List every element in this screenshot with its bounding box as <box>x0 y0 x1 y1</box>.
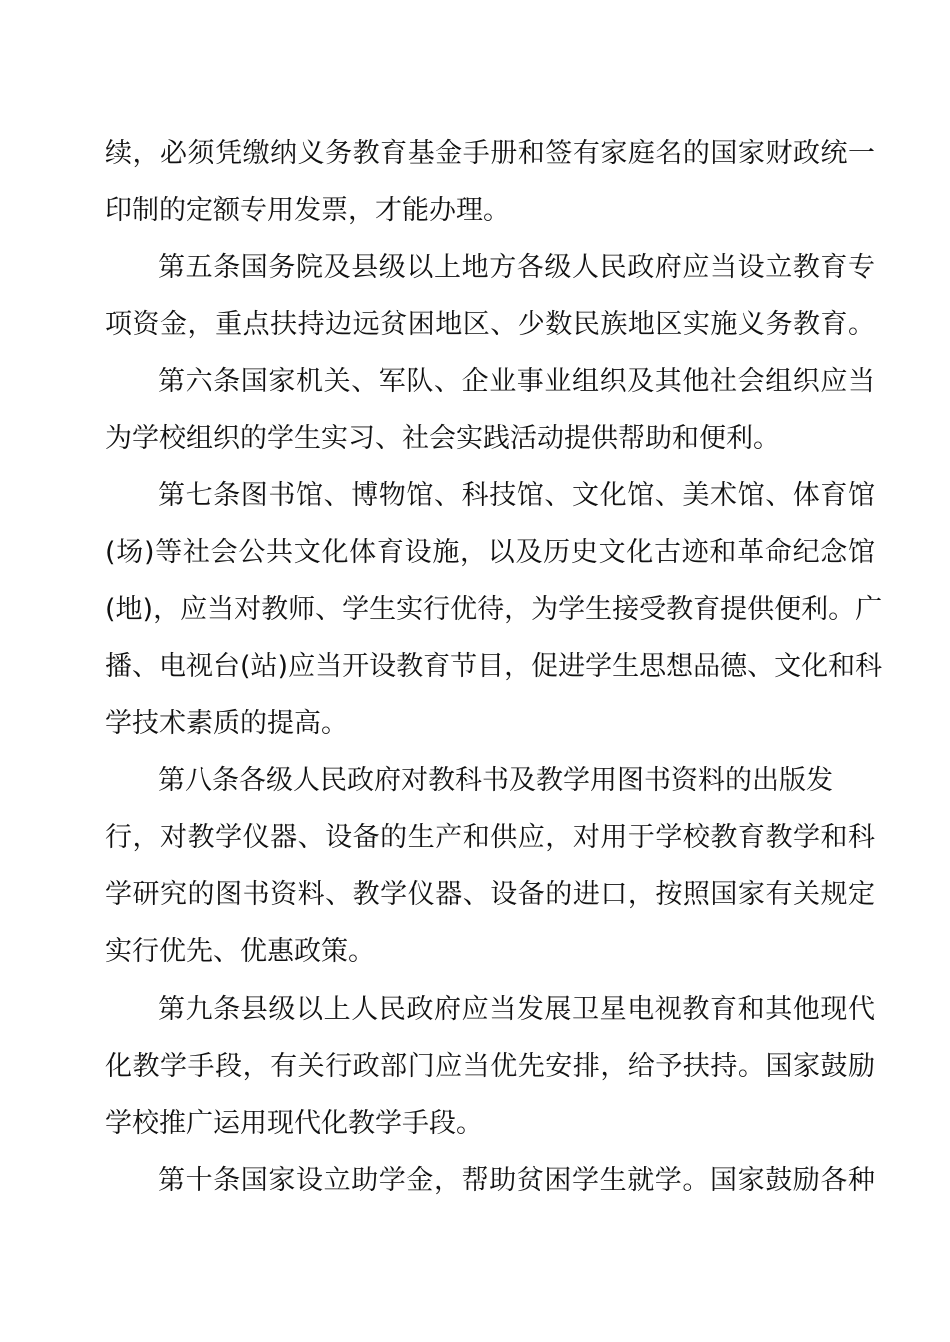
article-8-line: 第八条各级人民政府对教科书及教学用图书资料的出版发 <box>158 765 833 796</box>
article-9-line: 第九条县级以上人民政府应当发展卫星电视教育和其他现代 <box>158 994 875 1025</box>
text-line: 播、电视台(站)应当开设教育节目，促进学生思想品德、文化和科 <box>105 651 883 682</box>
article-6-line: 第六条国家机关、军队、企业事业组织及其他社会组织应当 <box>158 366 875 397</box>
text-line: 为学校组织的学生实习、社会实践活动提供帮助和便利。 <box>105 423 780 454</box>
article-7-line: 第七条图书馆、博物馆、科技馆、文化馆、美术馆、体育馆 <box>158 480 875 511</box>
text-line: 项资金，重点扶持边远贫困地区、少数民族地区实施义务教育。 <box>105 309 875 340</box>
text-line: 续，必须凭缴纳义务教育基金手册和签有家庭名的国家财政统一 <box>105 138 875 169</box>
text-line: (地)，应当对教师、学生实行优待，为学生接受教育提供便利。广 <box>105 594 883 625</box>
text-line: 化教学手段，有关行政部门应当优先安排，给予扶持。国家鼓励 <box>105 1051 875 1082</box>
article-5-line: 第五条国务院及县级以上地方各级人民政府应当设立教育专 <box>158 252 875 283</box>
article-10-line: 第十条国家设立助学金，帮助贫困学生就学。国家鼓励各种 <box>158 1165 875 1196</box>
text-line: 行，对教学仪器、设备的生产和供应，对用于学校教育教学和科 <box>105 822 875 853</box>
text-line: 印制的定额专用发票，才能办理。 <box>105 195 510 226</box>
text-line: 实行优先、优惠政策。 <box>105 936 375 967</box>
text-line: 学技术素质的提高。 <box>105 708 348 739</box>
text-line: 学研究的图书资料、教学仪器、设备的进口，按照国家有关规定 <box>105 879 875 910</box>
text-line: (场)等社会公共文化体育设施，以及历史文化古迹和革命纪念馆 <box>105 537 875 568</box>
text-line: 学校推广运用现代化教学手段。 <box>105 1108 483 1139</box>
